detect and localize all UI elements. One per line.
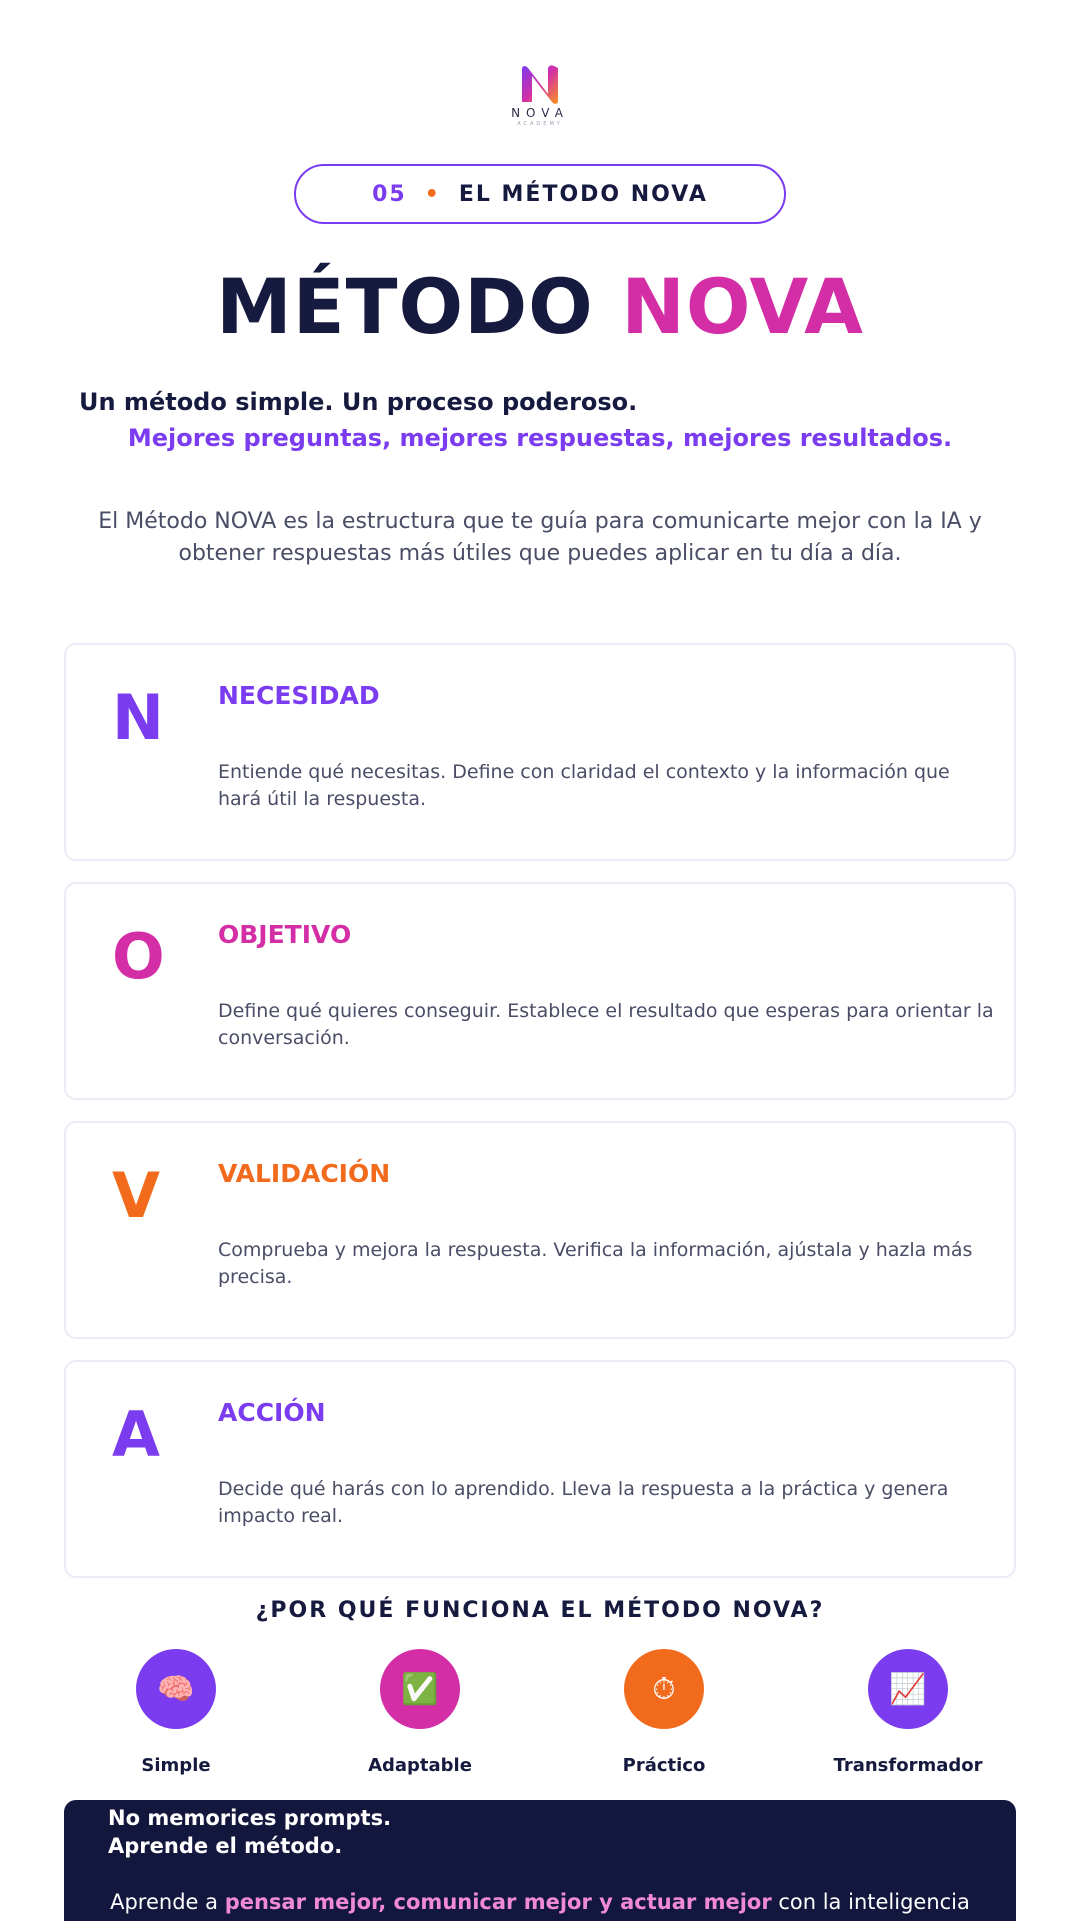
- step-letter: A: [112, 1398, 160, 1471]
- cta-banner: [64, 1800, 1016, 1921]
- step-letter: O: [112, 920, 165, 993]
- brain-icon: 🧠: [136, 1649, 216, 1729]
- banner-post: con la inteligencia: [771, 1890, 970, 1914]
- title-part1: MÉTODO: [216, 262, 594, 351]
- step-name: VALIDACIÓN: [218, 1159, 391, 1188]
- step-description: Entiende qué necesitas. Define con claridad el contexto y la información que hará útil la respuesta.: [218, 761, 950, 810]
- step-description: Define qué quieres conseguir. Establece el resultado que esperas para orientar la conversación.: [218, 1000, 994, 1049]
- feature-item: [76, 1649, 276, 1776]
- logo: [0, 62, 1080, 127]
- subtitle-line2: [0, 424, 1080, 452]
- banner-pre: Aprende a: [110, 1890, 225, 1914]
- chart-icon: 📈: [868, 1649, 948, 1729]
- step-card: [64, 882, 1016, 1100]
- intro-paragraph: El Método NOVA es la estructura que te guía para comunicarte mejor con la IA y obtener respuestas más útiles que puedes aplicar en tu día a día.: [98, 509, 982, 566]
- subtitle-line1: Un método simple. Un proceso poderoso.: [79, 388, 638, 416]
- feature-label: Práctico: [622, 1755, 706, 1776]
- nova-logo-icon: [518, 62, 562, 106]
- feature-item: [564, 1649, 764, 1776]
- banner-heading: [108, 1804, 391, 1860]
- step-card: [64, 643, 1016, 861]
- title-part2: NOVA: [621, 262, 864, 351]
- why-title: ¿POR QUÉ FUNCIONA EL MÉTODO NOVA?: [255, 1598, 825, 1623]
- check-icon: ✅: [380, 1649, 460, 1729]
- step-description: Decide qué harás con lo aprendido. Lleva la respuesta a la práctica y genera impacto real.: [218, 1478, 949, 1527]
- section-label: EL MÉTODO NOVA: [458, 181, 708, 207]
- feature-label: Simple: [141, 1755, 211, 1776]
- step-card: [64, 1121, 1016, 1339]
- feature-label: Transformador: [833, 1755, 983, 1776]
- step-letter: N: [112, 681, 164, 754]
- step-name: NECESIDAD: [218, 681, 380, 710]
- banner-text: [64, 1890, 1016, 1914]
- logo-subtext: ACADEMY: [517, 121, 563, 127]
- step-name: OBJETIVO: [218, 920, 352, 949]
- section-number: 05: [372, 181, 407, 207]
- banner-highlight: pensar mejor, comunicar mejor y actuar mejor: [224, 1890, 772, 1914]
- step-name: ACCIÓN: [218, 1398, 326, 1427]
- page-title: [0, 262, 1080, 351]
- step-card: [64, 1360, 1016, 1578]
- banner-line1: No memorices prompts.: [108, 1806, 392, 1830]
- feature-item: [808, 1649, 1008, 1776]
- banner-line2: Aprende el método.: [108, 1834, 343, 1858]
- step-letter: V: [112, 1159, 160, 1232]
- subtitle-line2-text: Mejores preguntas, mejores respuestas, mejores resultados.: [127, 424, 953, 452]
- stopwatch-icon: ⏱: [624, 1649, 704, 1729]
- feature-label: Adaptable: [368, 1755, 472, 1776]
- step-description: Comprueba y mejora la respuesta. Verifica la información, ajústala y hazla más precisa.: [218, 1239, 973, 1288]
- feature-item: [320, 1649, 520, 1776]
- badge-dot: •: [424, 181, 441, 207]
- logo-text: NOVA: [511, 106, 569, 120]
- section-badge: [294, 164, 786, 224]
